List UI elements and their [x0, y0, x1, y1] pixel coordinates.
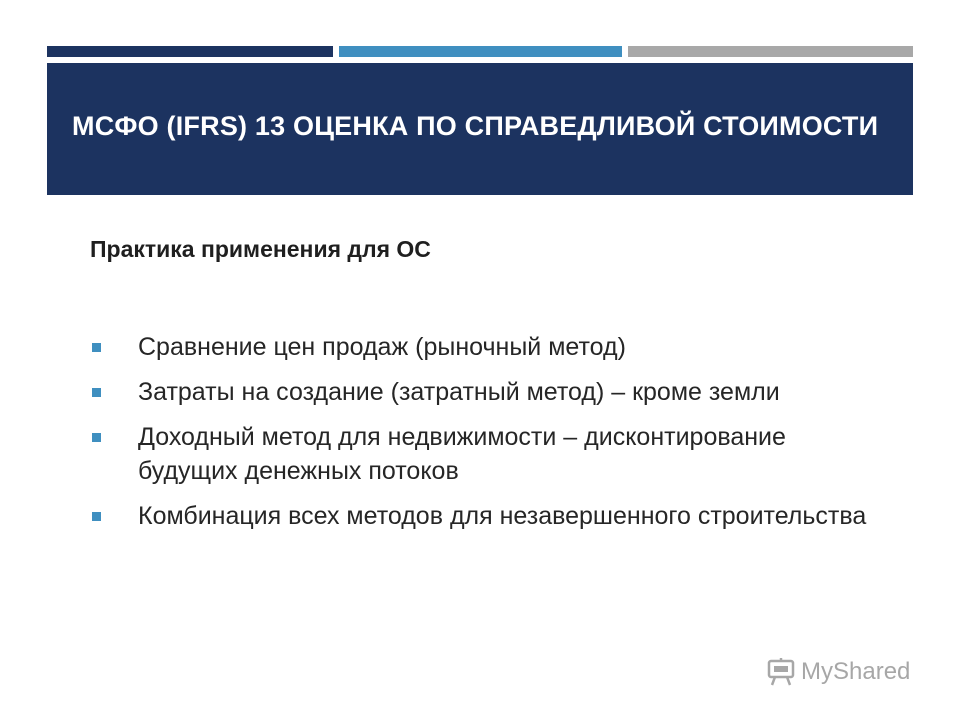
bullet-item	[90, 499, 870, 533]
bullet-text: Затраты на создание (затратный метод) – кроме земли	[138, 378, 780, 406]
bullet-list	[90, 330, 870, 544]
square-bullet-icon	[92, 388, 101, 397]
bullet-item	[90, 330, 870, 364]
stripe-mid	[339, 46, 622, 57]
bullet-text: Комбинация всех методов для незавершенного строительства	[138, 502, 867, 530]
watermark	[766, 657, 910, 687]
stripe-dark	[47, 46, 333, 57]
bullet-text: Сравнение цен продаж (рыночный метод)	[138, 333, 626, 361]
title-banner	[47, 63, 913, 195]
bullet-item	[90, 420, 870, 488]
stripe-light	[628, 46, 913, 57]
bullet-text: Доходный метод для недвижимости – дисконтирование будущих денежных потоков	[138, 423, 786, 485]
square-bullet-icon	[92, 433, 101, 442]
square-bullet-icon	[92, 343, 101, 352]
slide-title: МСФО (IFRS) 13 ОЦЕНКА ПО СПРАВЕДЛИВОЙ СТОИМОСТИ	[72, 111, 879, 141]
presentation-board-icon	[766, 657, 796, 687]
bullet-item	[90, 375, 870, 409]
watermark-text: MyShared	[801, 658, 911, 685]
top-stripes	[47, 46, 913, 57]
square-bullet-icon	[92, 512, 101, 521]
slide-subtitle: Практика применения для ОС	[90, 236, 431, 262]
